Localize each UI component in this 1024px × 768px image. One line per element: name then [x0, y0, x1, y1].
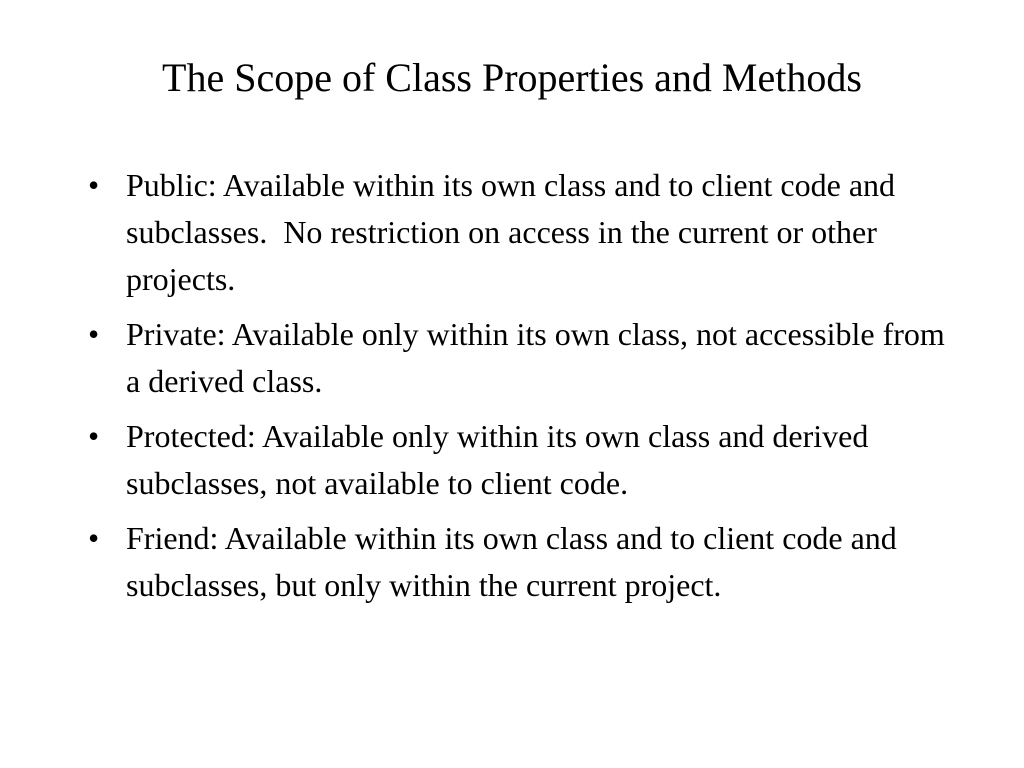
bullet-item-protected [84, 413, 954, 507]
slide-title: The Scope of Class Properties and Methods [162, 55, 862, 100]
bullet-icon: • [88, 520, 100, 556]
bullet-icon: • [88, 418, 100, 454]
bullet-item-public [84, 162, 954, 303]
bullet-text: Private: Available only within its own class, not accessible from a derived class. [126, 316, 945, 399]
bullet-text: Public: Available within its own class and to client code and subclasses. No restriction on access in the current or other projects. [126, 167, 904, 297]
bullet-list [84, 162, 954, 617]
bullet-text: Friend: Available within its own class and to client code and subclasses, but only within the current project. [126, 520, 897, 603]
bullet-item-private [84, 311, 954, 405]
bullet-icon: • [88, 167, 100, 203]
bullet-item-friend [84, 515, 954, 609]
bullet-text: Protected: Available only within its own class and derived subclasses, not available to client code. [126, 418, 869, 501]
bullet-icon: • [88, 316, 100, 352]
